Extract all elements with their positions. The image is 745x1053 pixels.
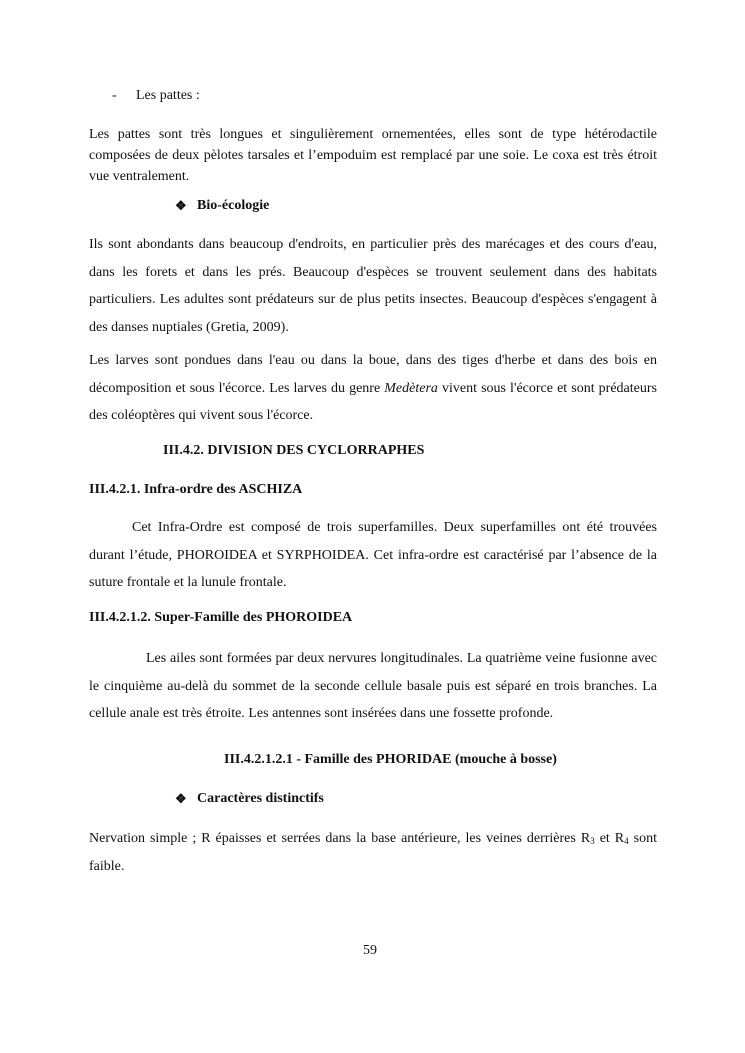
heading-caracteres bbox=[175, 791, 743, 807]
subscript: 3 bbox=[590, 836, 595, 846]
paragraph-bio-2 bbox=[89, 347, 657, 430]
page-number: 59 bbox=[363, 943, 377, 958]
dash-bullet: - bbox=[112, 88, 117, 103]
diamond-bullet-icon: ❖ bbox=[175, 791, 187, 806]
heading-phoridae: III.4.2.1.2.1 - Famille des PHORIDAE (mouche à bosse) bbox=[224, 752, 557, 767]
heading-division: III.4.2. DIVISION DES CYCLORRAPHES bbox=[163, 443, 425, 458]
genus-name: Medètera bbox=[384, 380, 438, 396]
text-segment: et R bbox=[594, 831, 625, 846]
paragraph-bio-1: Ils sont abondants dans beaucoup d'endroits, en particulier près des marécages et des cours d'eau, dans les forets et dans les prés. Beaucoup d'espèces se trouvent seulement dans des habitats particuliers. Les adultes sont prédateurs sur de plus petits insectes. Beaucoup d'espèces s'engagent à des danses nuptiales (Gretia, 2009). bbox=[89, 237, 657, 335]
heading-bio-ecologie bbox=[175, 198, 743, 214]
text-segment: Les larves sont pondues dans l'eau ou dans la boue, dans des tiges d'herbe et dans des bois en décomposition et sous l'écorce. Les larves du genre bbox=[89, 353, 657, 396]
heading-phoroidea: III.4.2.1.2. Super-Famille des PHOROIDEA bbox=[89, 610, 353, 625]
paragraph-aschiza: Cet Infra-Ordre est composé de trois superfamilles. Deux superfamilles ont été trouvées durant l’étude, PHOROIDEA et SYRPHOIDEA. Cet infra-ordre est caractérisé par l’absence de la suture frontale et la lunule frontale. bbox=[89, 520, 657, 590]
heading-aschiza: III.4.2.1. Infra-ordre des ASCHIZA bbox=[89, 482, 303, 497]
heading-label: Caractères distinctifs bbox=[197, 791, 324, 806]
list-item-pattes bbox=[112, 88, 680, 104]
text-segment: vivent sous l'écorce et sont prédateurs des coléoptères qui vivent sous l'écorce. bbox=[89, 380, 657, 423]
text-segment: Nervation simple ; R épaisses et serrées dans la base antérieure, les veines derrières R bbox=[89, 831, 591, 846]
paragraph-nervation bbox=[89, 825, 657, 880]
diamond-bullet-icon: ❖ bbox=[175, 198, 187, 213]
subscript: 4 bbox=[624, 836, 629, 846]
paragraph-pattes: Les pattes sont très longues et singulièrement ornementées, elles sont de type hétérodactile composées de deux pèlotes tarsales et l’empoduim est remplacé par une soie. Le coxa est très étroit vue ventralement. bbox=[89, 127, 657, 184]
paragraph-phoroidea: Les ailes sont formées par deux nervures longitudinales. La quatrième veine fusionne avec le cinquième au-delà du sommet de la seconde cellule basale puis est séparé en trois branches. La cellule anale est très étroite. Les antennes sont insérées dans une fossette profonde. bbox=[89, 651, 657, 721]
heading-label: Bio-écologie bbox=[197, 198, 270, 213]
text-segment: sont faible. bbox=[89, 831, 657, 874]
list-item-label: Les pattes : bbox=[136, 88, 200, 103]
